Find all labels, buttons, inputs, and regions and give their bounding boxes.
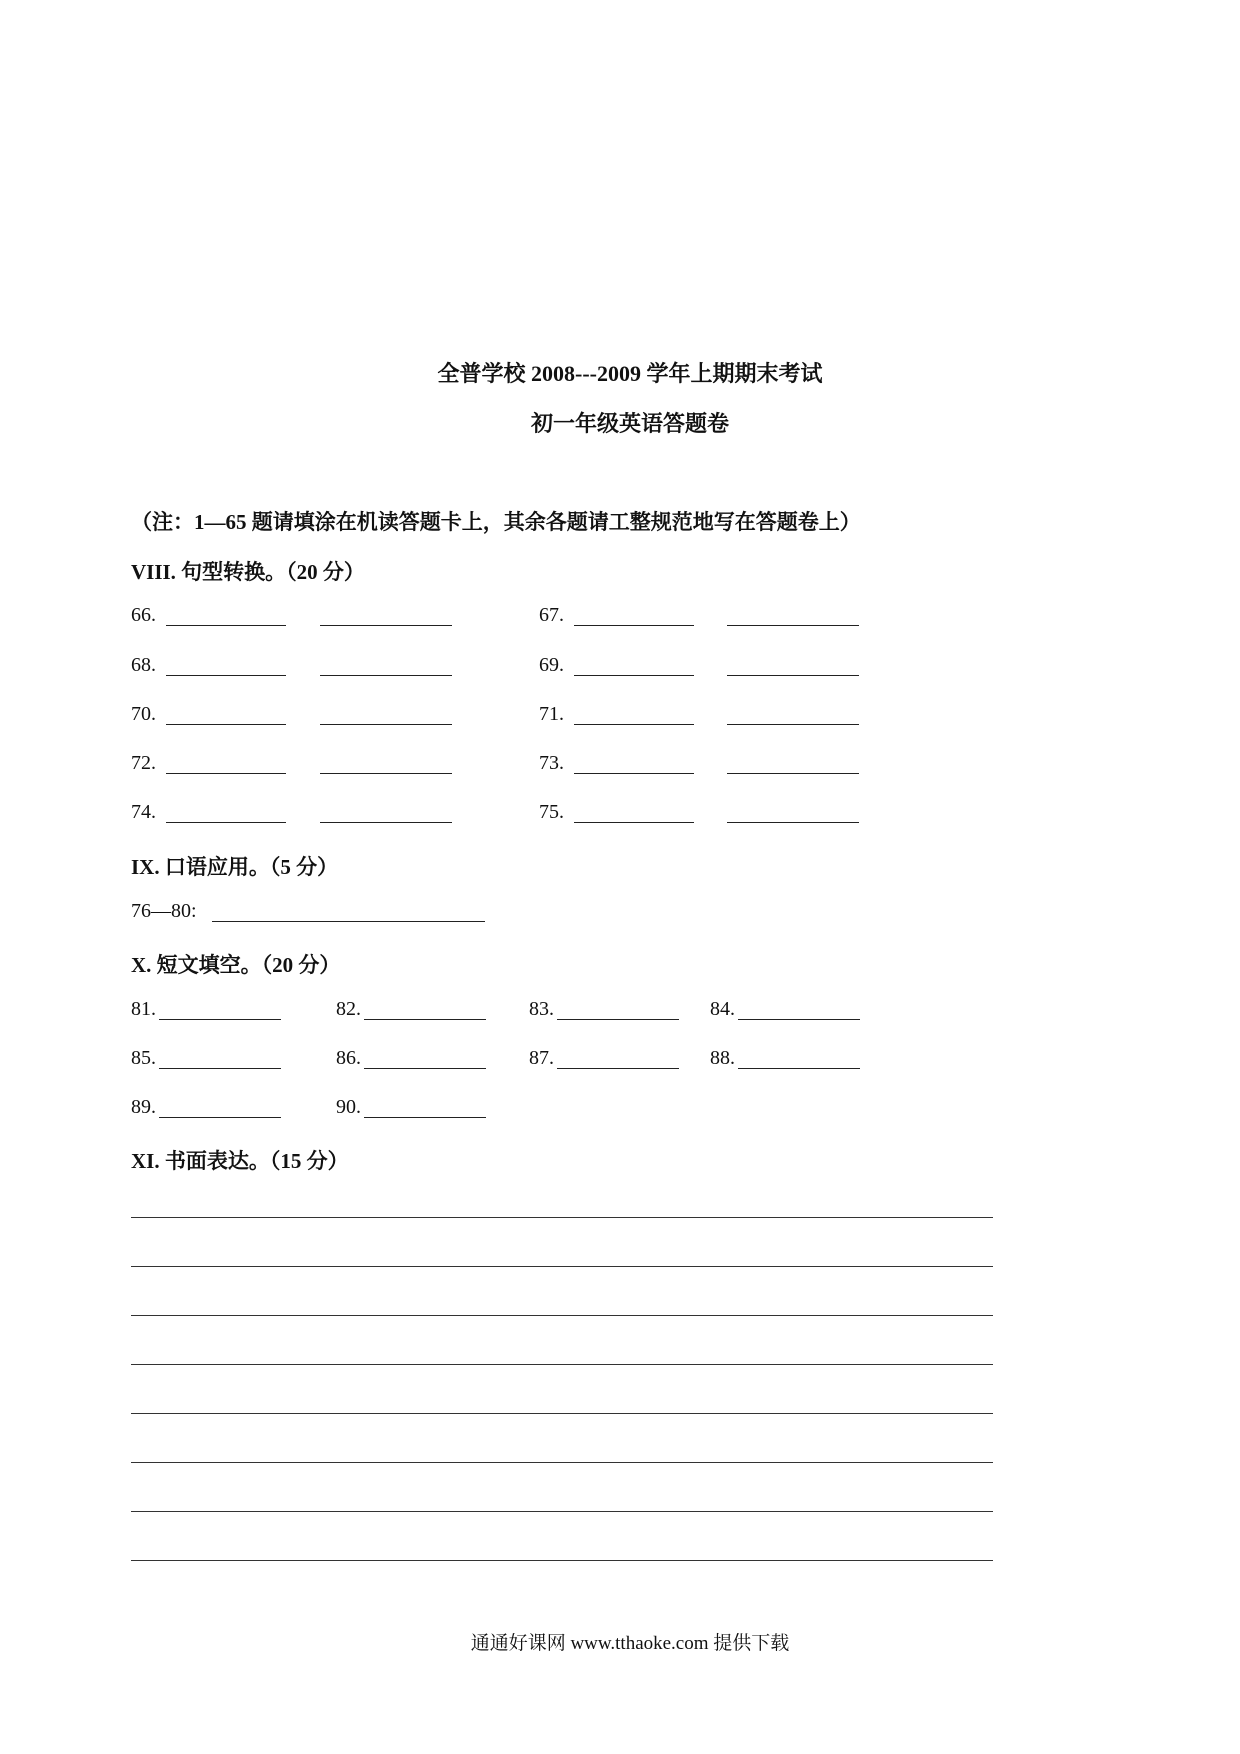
exam-title: 全普学校 2008---2009 学年上期期末考试 <box>437 361 823 386</box>
item-number: 87. <box>529 1047 554 1069</box>
item-number: 67. <box>539 604 564 626</box>
item-number: 82. <box>336 998 361 1020</box>
item-number: 75. <box>539 801 564 823</box>
answer-blank[interactable] <box>320 822 452 823</box>
item-number: 66. <box>131 604 156 626</box>
writing-line[interactable] <box>131 1315 993 1316</box>
answer-blank[interactable] <box>727 724 859 725</box>
answer-blank[interactable] <box>574 675 694 676</box>
writing-line[interactable] <box>131 1266 993 1267</box>
answer-blank[interactable] <box>574 625 694 626</box>
item-number: 72. <box>131 752 156 774</box>
answer-blank[interactable] <box>320 625 452 626</box>
writing-line[interactable] <box>131 1413 993 1414</box>
item-number: 69. <box>539 654 564 676</box>
item-number: 74. <box>131 801 156 823</box>
answer-blank[interactable] <box>574 773 694 774</box>
footer-source: 通通好课网 www.tthaoke.com 提供下载 <box>470 1633 790 1654</box>
item-number: 88. <box>710 1047 735 1069</box>
answer-blank[interactable] <box>574 724 694 725</box>
item-number: 86. <box>336 1047 361 1069</box>
section-xi-heading: XI. 书面表达。（15 分） <box>131 1149 349 1173</box>
answer-blank[interactable] <box>364 1117 486 1118</box>
answer-blank[interactable] <box>159 1068 281 1069</box>
answer-blank[interactable] <box>364 1019 486 1020</box>
exam-subtitle: 初一年级英语答题卷 <box>530 411 729 436</box>
section-viii-heading: VIII. 句型转换。（20 分） <box>131 560 365 584</box>
answer-blank[interactable] <box>557 1068 679 1069</box>
item-number: 68. <box>131 654 156 676</box>
item-number: 76—80: <box>131 900 197 922</box>
answer-blank[interactable] <box>166 724 286 725</box>
answer-blank[interactable] <box>727 625 859 626</box>
answer-blank[interactable] <box>166 773 286 774</box>
writing-line[interactable] <box>131 1364 993 1365</box>
answer-blank[interactable] <box>166 675 286 676</box>
answer-blank[interactable] <box>159 1019 281 1020</box>
section-x-heading: X. 短文填空。（20 分） <box>131 953 341 977</box>
answer-blank[interactable] <box>557 1019 679 1020</box>
answer-blank[interactable] <box>738 1068 860 1069</box>
answer-blank[interactable] <box>166 822 286 823</box>
answer-blank[interactable] <box>727 822 859 823</box>
answer-blank[interactable] <box>320 675 452 676</box>
writing-line[interactable] <box>131 1511 993 1512</box>
item-number: 90. <box>336 1096 361 1118</box>
answer-blank[interactable] <box>320 724 452 725</box>
answer-blank[interactable] <box>738 1019 860 1020</box>
item-number: 70. <box>131 703 156 725</box>
writing-line[interactable] <box>131 1462 993 1463</box>
item-number: 73. <box>539 752 564 774</box>
answer-blank[interactable] <box>574 822 694 823</box>
item-number: 89. <box>131 1096 156 1118</box>
writing-line[interactable] <box>131 1560 993 1561</box>
item-number: 81. <box>131 998 156 1020</box>
item-number: 85. <box>131 1047 156 1069</box>
answer-blank[interactable] <box>212 921 485 922</box>
answer-blank[interactable] <box>320 773 452 774</box>
section-ix-heading: IX. 口语应用。（5 分） <box>131 855 339 879</box>
answer-blank[interactable] <box>159 1117 281 1118</box>
answer-blank[interactable] <box>364 1068 486 1069</box>
writing-line[interactable] <box>131 1217 993 1218</box>
item-number: 84. <box>710 998 735 1020</box>
instruction-note: （注：1—65 题请填涂在机读答题卡上，其余各题请工整规范地写在答题卷上） <box>131 510 861 534</box>
item-number: 71. <box>539 703 564 725</box>
answer-blank[interactable] <box>166 625 286 626</box>
answer-blank[interactable] <box>727 773 859 774</box>
item-number: 83. <box>529 998 554 1020</box>
answer-blank[interactable] <box>727 675 859 676</box>
